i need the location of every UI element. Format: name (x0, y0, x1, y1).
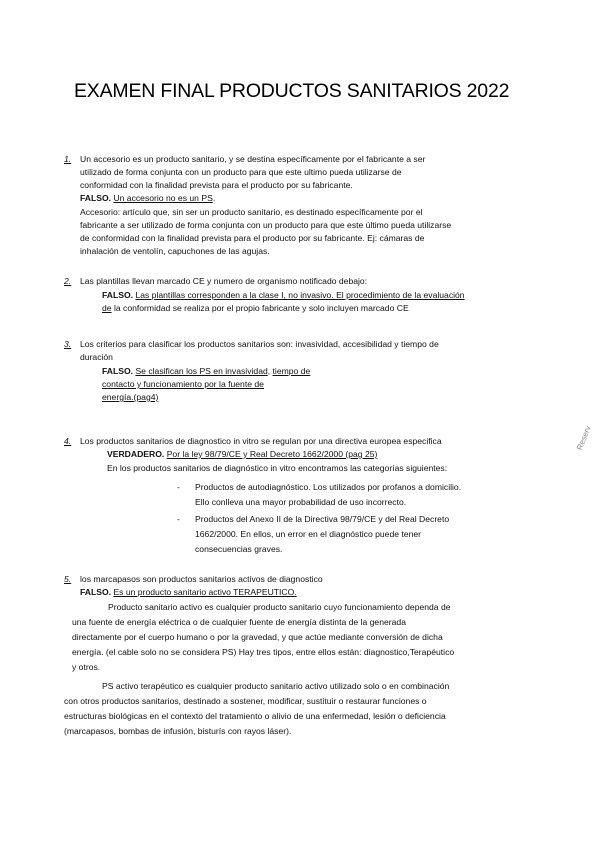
q5-para1-line-4: energía. (el cable solo no se considera PS) Hay tres tipos, entre ellos están: diagnostico,Terapéutico (72, 647, 455, 657)
q3-answer-sep: , (267, 366, 271, 376)
q1-explanation-1: Accesorio: artículo que, sin ser un producto sanitario, es destinado específicamente por el (80, 207, 423, 217)
q1-line-3: conformidad con la finalidad prevista para el producto por su fabricante. (80, 180, 353, 190)
q2-answer-line-2 (102, 302, 409, 315)
page-title: EXAMEN FINAL PRODUCTOS SANITARIOS 2022 (74, 80, 510, 102)
q2-answer (102, 289, 465, 302)
q4-bullet-1-line-2: Ello conlleva una mayor probabilidad de uso incorrecto. (195, 497, 407, 507)
q2-answer-label: FALSO. (102, 290, 134, 300)
q2-answer-text: Las plantillas corresponden a la clase I, no invasivo. El procedimiento de la evaluación (135, 290, 465, 300)
q2-answer-rest: la conformidad se realiza por el propio fabricante y solo incluyen marcado CE (111, 303, 409, 313)
q5-para1-line-5: y otros. (72, 662, 101, 672)
q5-answer (80, 586, 297, 599)
q3-answer (102, 365, 310, 378)
q3-answer-line-2: contacto y funcionamiento por la fuente de (102, 379, 264, 389)
q5-para1-line-1: Producto sanitario activo es cualquier producto sanitario cuyo funcionamiento dependa de (108, 602, 451, 612)
q4-bullet-2-line-3: consecuencias graves. (195, 544, 283, 554)
q5-para2-line-1: PS activo terapéutico es cualquier producto sanitario activo utilizado solo o en combinación (102, 681, 450, 691)
q4-bullet-2-mark: - (177, 514, 180, 524)
q5-answer-text: Es un producto sanitario activo TERAPEUTICO. (113, 587, 297, 597)
q4-answer-text: Por la ley 98/79/CE y Real Decreto 1662/2000 (pag 25) (166, 449, 378, 459)
q5-para1-line-3: directamente por el cuerpo humano o por la gravedad, y que actúe mediante conversión de dicha (72, 632, 443, 642)
q4-intro: En los productos sanitarios de diagnóstico in vitro encontramos las categorías siguientes: (107, 463, 448, 473)
q1-explanation-4: inhalación de ventolín, capuchones de las agujas. (80, 246, 270, 256)
q2-number: 2. (64, 276, 72, 286)
q1-number: 1. (64, 154, 72, 164)
q5-para2-line-3: estructuras biológicas en el contexto del tratamiento o alivio de una enfermedad, lesión o deficiencia (64, 711, 446, 721)
q1-line-1: Un accesorio es un producto sanitario, y se destina específicamente por el fabricante a ser (80, 154, 426, 164)
q5-para2-line-4: (marcapasos, bombas de infusión, bisturís con rayos láser). (64, 726, 292, 736)
q4-line: Los productos sanitarios de diagnostico in vitro se regulan por una directiva europea especifica (80, 436, 442, 446)
q5-number: 5. (64, 574, 72, 584)
q4-answer (107, 448, 377, 461)
q5-para1-line-2: una fuente de energía eléctrica o de cualquier fuente de energía distinta de la generada (72, 617, 406, 627)
q3-line-2: duración (80, 352, 113, 362)
q3-answer-text-2: tiempo de (272, 366, 311, 376)
q4-bullet-2-line-1: Productos del Anexo II de la Directiva 98/79/CE y del Real Decreto (195, 514, 450, 524)
q5-answer-label: FALSO. (80, 587, 112, 597)
q4-answer-label: VERDADERO. (107, 449, 165, 459)
q4-bullet-1-line-1: Productos de autodiagnóstico. Los utilizados por profanos a domicilio. (195, 482, 462, 492)
q4-bullet-2-line-2: 1662/2000. En ellos, un error en el diagnóstico puede tener (195, 529, 421, 539)
q5-para2-line-2: con otros productos sanitarios, destinado a sostener, modificar, sustituir o restaurar funciones o (64, 696, 427, 706)
q1-answer-text: Un accesorio no es un PS (113, 193, 213, 203)
q2-underlined-word: de (102, 303, 112, 313)
q3-number: 3. (64, 339, 72, 349)
q1-answer-label: FALSO. (80, 193, 112, 203)
q3-answer-line-3: energía.(pag4) (102, 392, 159, 402)
q1-answer (80, 192, 215, 205)
q1-explanation-3: de conformidad con la finalidad prevista para el producto por su fabricante. Ej: cámaras de (80, 233, 425, 243)
q1-explanation-2: fabricante a ser utilizado de forma conjunta con un producto para que este último pueda utilizarse (80, 220, 452, 230)
q2-line: Las plantillas llevan marcado CE y numero de organismo notificado debajo: (80, 276, 368, 286)
watermark: Reserv (575, 424, 593, 452)
q4-bullet-1-mark: - (177, 482, 180, 492)
q1-answer-end: . (212, 193, 216, 203)
q5-line: los marcapasos son productos sanitarios activos de diagnostico (80, 574, 323, 584)
q3-answer-text: Se clasifican los PS en invasividad (135, 366, 268, 376)
q1-line-2: utilizado de forma conjunta con un producto para que este ultimo pueda utilizarse de (80, 167, 402, 177)
q3-line-1: Los criterios para clasificar los productos sanitarios son: invasividad, accesibilidad y tiempo de (80, 339, 439, 349)
q4-number: 4. (64, 436, 72, 446)
q3-answer-label: FALSO. (102, 366, 134, 376)
